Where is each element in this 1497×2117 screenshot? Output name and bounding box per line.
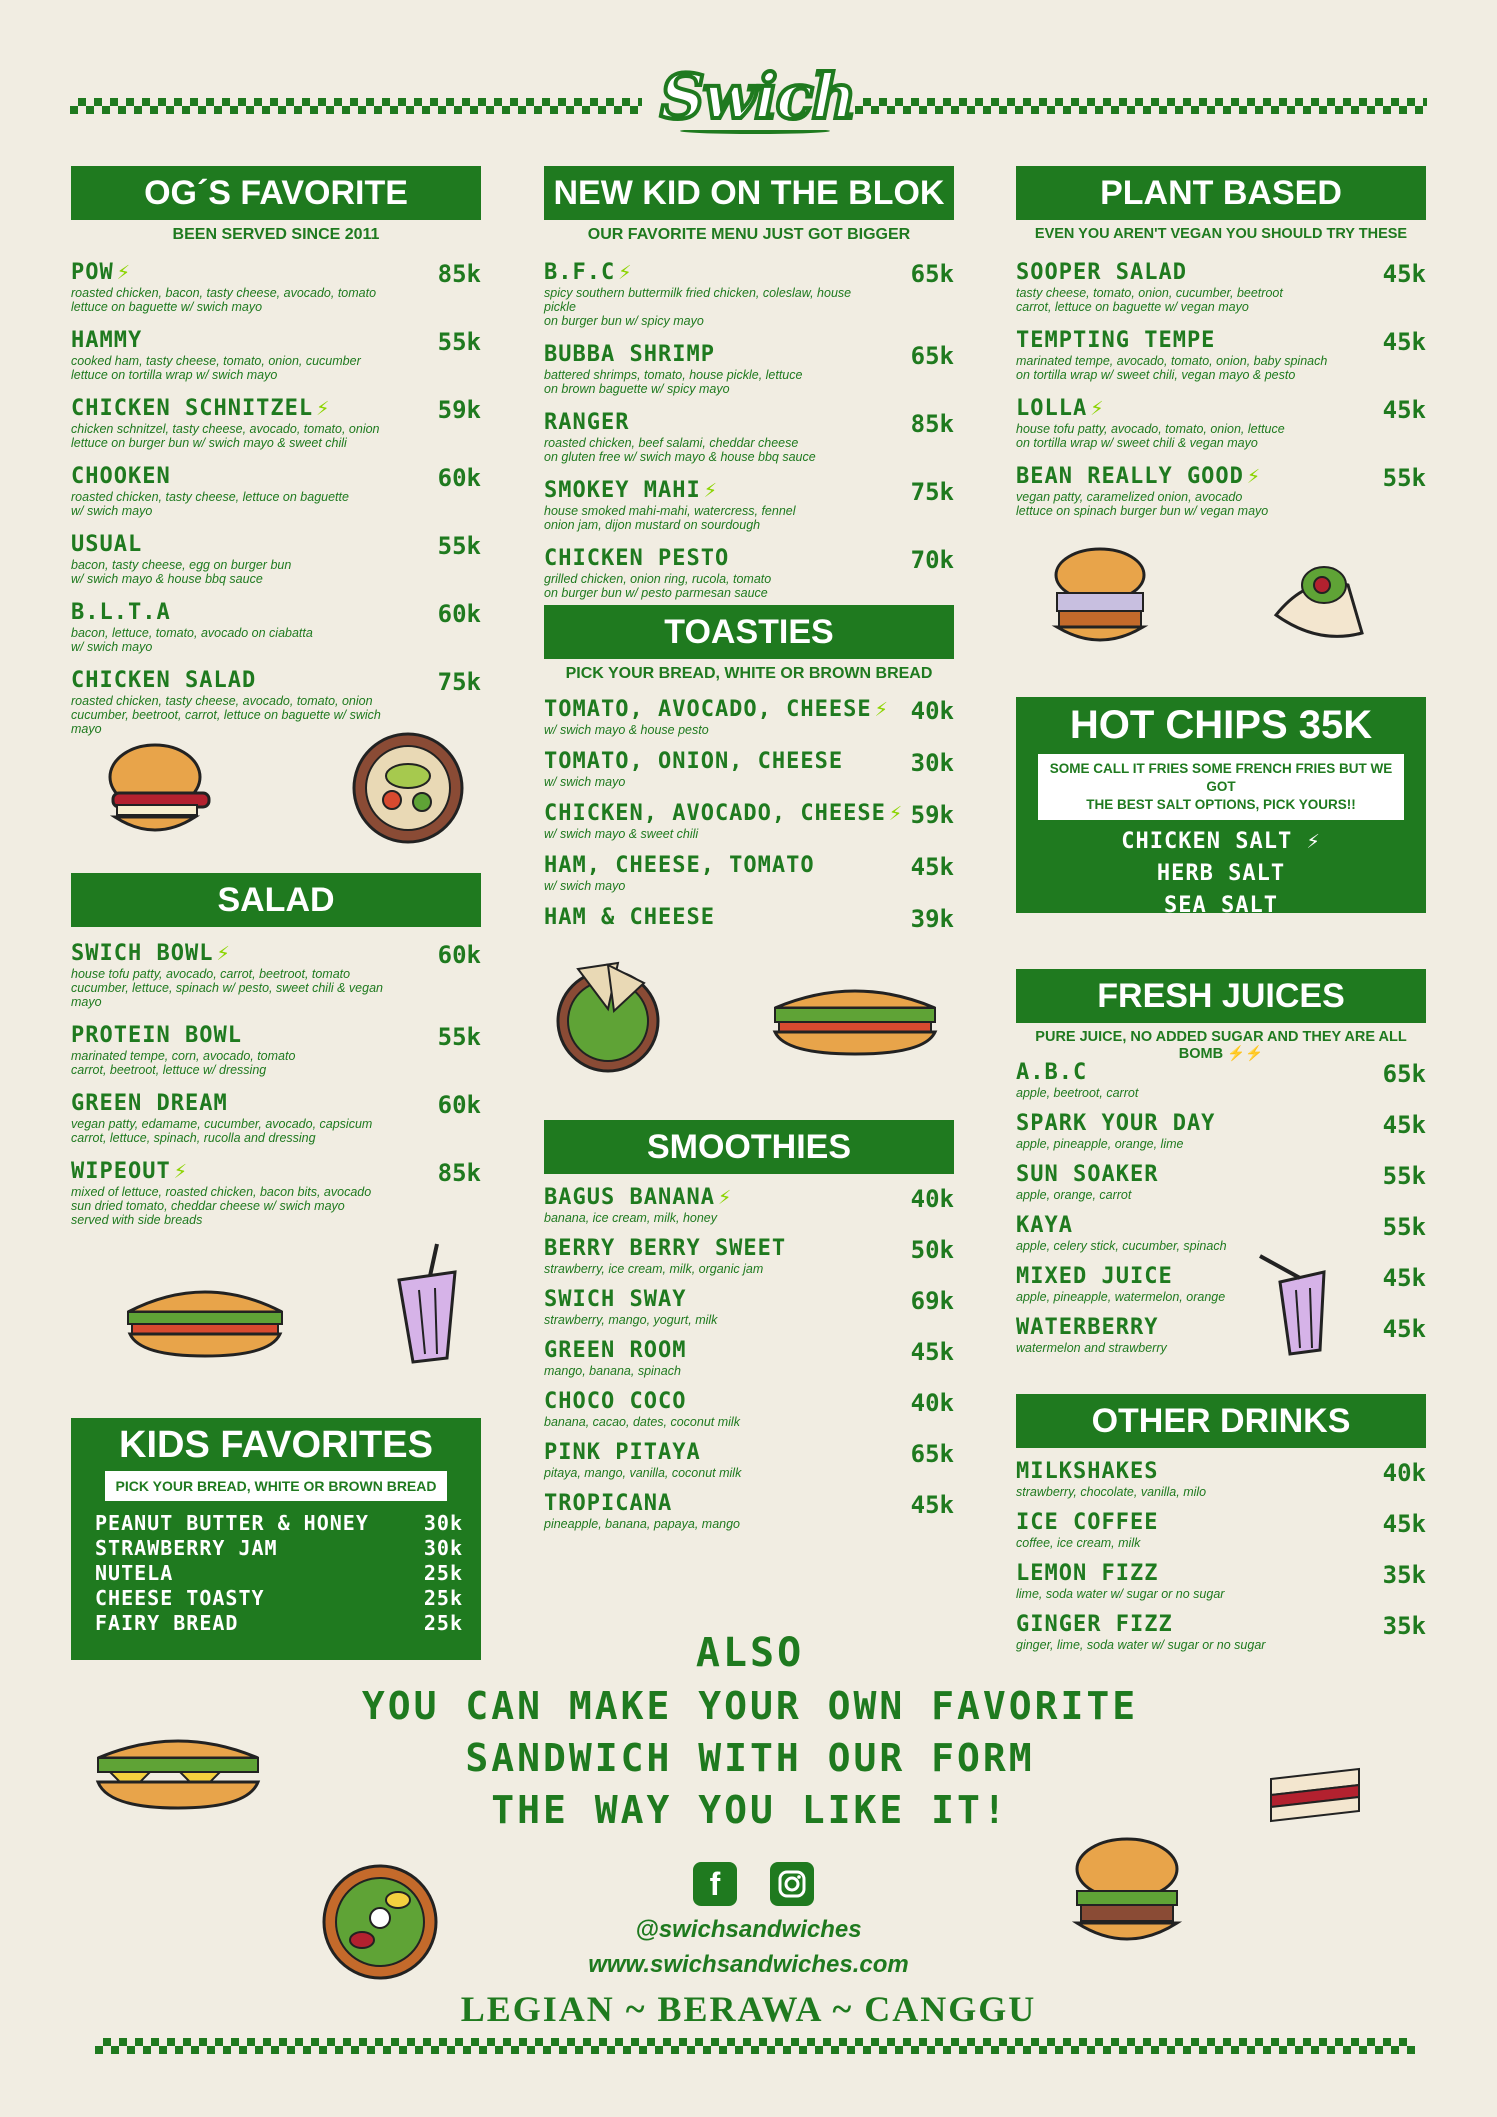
menu-item xyxy=(1016,1459,1426,1499)
item-price: 65k xyxy=(910,342,954,370)
menu-item xyxy=(71,600,481,654)
item-name-text: LEMON FIZZ xyxy=(1016,1561,1159,1586)
lightning-bolt-icon: ⚡ xyxy=(316,396,331,421)
wrap-illustration xyxy=(1268,555,1383,645)
item-description: apple, pineapple, watermelon, orange xyxy=(1016,1290,1226,1304)
menu-list xyxy=(71,941,481,1227)
item-name xyxy=(544,697,954,723)
menu-list xyxy=(544,1185,954,1531)
menu-item xyxy=(544,749,954,789)
menu-item xyxy=(544,1185,954,1225)
menu-item xyxy=(1016,1162,1426,1202)
item-name xyxy=(544,853,954,879)
item-name-text: BAGUS BANANA xyxy=(544,1185,715,1210)
checker-border-top-right xyxy=(855,98,1427,114)
item-name xyxy=(71,532,481,558)
menu-item xyxy=(1016,1111,1426,1151)
section-subtitle: OUR FAVORITE MENU JUST GOT BIGGER xyxy=(587,226,911,243)
item-price: 30k xyxy=(423,1536,463,1560)
item-name xyxy=(544,1338,954,1364)
item-description: roasted chicken, tasty cheese, avocado, tomato, onion cucumber, beetroot, carrot, lettuce on baguette w/ swich mayo xyxy=(71,694,381,736)
item-price: 50k xyxy=(910,1236,954,1264)
item-name xyxy=(71,328,481,354)
section-plant-based xyxy=(1016,166,1426,518)
item-price: 55k xyxy=(1382,1162,1426,1190)
menu-item xyxy=(544,1440,954,1480)
item-name xyxy=(544,546,954,572)
item-name-text: CHOCO COCO xyxy=(544,1389,687,1414)
menu-item xyxy=(544,546,954,600)
item-description: house smoked mahi-mahi, watercress, fennel onion jam, dijon mustard on sourdough xyxy=(544,504,796,532)
nachos-bowl-illustration xyxy=(548,955,668,1075)
item-name-text: GREEN DREAM xyxy=(71,1091,228,1116)
menu-item xyxy=(544,1236,954,1276)
item-name xyxy=(544,1440,954,1466)
item-price: 30k xyxy=(910,749,954,777)
item-name xyxy=(1016,260,1426,286)
item-name xyxy=(1016,1060,1426,1086)
menu-list xyxy=(1016,1060,1426,1355)
item-description: w/ swich mayo xyxy=(544,879,626,893)
lightning-bolt-icon: ⚡ xyxy=(888,801,904,826)
instagram-icon[interactable] xyxy=(770,1862,814,1906)
item-price: 69k xyxy=(910,1287,954,1315)
menu-item xyxy=(544,1338,954,1378)
section-other-drinks xyxy=(1016,1394,1426,1652)
item-description: banana, cacao, dates, coconut milk xyxy=(544,1415,740,1429)
item-price: 30k xyxy=(423,1511,463,1535)
item-description: marinated tempe, avocado, tomato, onion, baby spinach on tortilla wrap w/ sweet chili, vegan mayo & pesto xyxy=(1016,354,1328,382)
item-name-text: BERRY BERRY SWEET xyxy=(544,1236,787,1261)
menu-item xyxy=(1016,328,1426,382)
menu-item xyxy=(1016,1264,1426,1304)
item-price: 45k xyxy=(1382,1510,1426,1538)
section-note: PICK YOUR BREAD, WHITE OR BROWN BREAD xyxy=(105,1471,447,1501)
item-name-text: CHICKEN SCHNITZEL xyxy=(71,396,314,421)
item-name-text: BUBBA SHRIMP xyxy=(544,342,715,367)
section-fresh-juices xyxy=(1016,969,1426,1355)
menu-item xyxy=(1016,1060,1426,1100)
lightning-bolt-icon: ⚡ xyxy=(717,1185,733,1210)
section-og-favorite xyxy=(71,166,481,736)
section-title: PLANT BASED xyxy=(1016,166,1426,220)
item-name-text: BEAN REALLY GOOD xyxy=(1016,464,1244,489)
item-name-text: SOOPER SALAD xyxy=(1016,260,1187,285)
lightning-bolt-icon: ⚡ xyxy=(618,260,633,285)
kids-item xyxy=(71,1586,481,1611)
section-title: OG´S FAVORITE xyxy=(71,166,481,220)
item-description: bacon, tasty cheese, egg on burger bun w/ swich mayo & house bbq sauce xyxy=(71,558,292,586)
item-description: chicken schnitzel, tasty cheese, avocado, tomato, onion lettuce on burger bun w/ swich mayo & sweet chili xyxy=(71,422,380,450)
item-name xyxy=(71,464,481,490)
item-price: 60k xyxy=(437,464,481,492)
item-name-text: B.L.T.A xyxy=(71,600,171,625)
item-description: bacon, lettuce, tomato, avocado on ciabatta w/ swich mayo xyxy=(71,626,313,654)
item-name-text: WIPEOUT xyxy=(71,1159,171,1184)
section-title: SMOOTHIES xyxy=(544,1120,954,1174)
item-name-text: MILKSHAKES xyxy=(1016,1459,1159,1484)
menu-item xyxy=(1016,1561,1426,1601)
section-subtitle: PICK YOUR BREAD, WHITE OR BROWN BREAD xyxy=(565,665,933,682)
item-price: 59k xyxy=(437,396,481,424)
item-price: 75k xyxy=(437,668,481,696)
item-name-text: ICE COFFEE xyxy=(1016,1510,1159,1535)
logo-underline xyxy=(680,128,830,134)
item-name-text: PROTEIN BOWL xyxy=(71,1023,242,1048)
item-name-text: CHICKEN SALAD xyxy=(71,668,257,693)
item-price: 35k xyxy=(1382,1612,1426,1640)
menu-item xyxy=(544,260,954,328)
make-your-own-line-2: SANDWICH WITH OUR FORM xyxy=(465,1736,1035,1780)
item-name-text: CHICKEN, AVOCADO, CHEESE xyxy=(544,801,886,826)
item-price: 60k xyxy=(437,1091,481,1119)
section-title: FRESH JUICES xyxy=(1016,969,1426,1023)
make-your-own-line-1: YOU CAN MAKE YOUR OWN FAVORITE xyxy=(361,1684,1139,1728)
item-price: 45k xyxy=(1382,1111,1426,1139)
menu-list xyxy=(1016,1459,1426,1652)
item-name: NUTELA xyxy=(95,1561,174,1585)
juice-cup-illustration xyxy=(1250,1250,1345,1360)
item-name xyxy=(1016,1510,1426,1536)
menu-item xyxy=(71,1023,481,1077)
kids-item xyxy=(71,1511,481,1536)
toasted-sandwich-illustration xyxy=(90,1720,265,1815)
item-price: 55k xyxy=(437,532,481,560)
item-name xyxy=(1016,1162,1426,1188)
menu-item xyxy=(544,1389,954,1429)
item-name xyxy=(544,260,954,286)
item-name xyxy=(1016,1111,1426,1137)
item-price: 60k xyxy=(437,941,481,969)
item-description: banana, ice cream, milk, honey xyxy=(544,1211,718,1225)
item-name xyxy=(544,1389,954,1415)
section-title: HOT CHIPS 35K xyxy=(1069,703,1373,747)
salt-option: CHICKEN SALT ⚡ xyxy=(1121,829,1321,854)
item-name xyxy=(1016,464,1426,490)
item-name: FAIRY BREAD xyxy=(95,1611,239,1635)
chips-options xyxy=(1016,826,1426,922)
item-name-text: USUAL xyxy=(71,532,143,557)
item-name-text: PINK PITAYA xyxy=(544,1440,701,1465)
menu-list xyxy=(544,260,954,600)
section-title: SALAD xyxy=(71,873,481,927)
baguette-sandwich-illustration xyxy=(765,970,945,1060)
item-description: lime, soda water w/ sugar or no sugar xyxy=(1016,1587,1225,1601)
locations: LEGIAN ~ BERAWA ~ CANGGU xyxy=(460,1989,1037,2029)
item-description: strawberry, ice cream, milk, organic jam xyxy=(544,1262,764,1276)
item-price: 40k xyxy=(910,697,954,725)
menu-item xyxy=(71,532,481,586)
item-price: 45k xyxy=(1382,1264,1426,1292)
item-name xyxy=(544,410,954,436)
item-name xyxy=(71,600,481,626)
section-title: OTHER DRINKS xyxy=(1016,1394,1426,1448)
item-description: vegan patty, edamame, cucumber, avocado, capsicum carrot, lettuce, spinach, rucolla and dressing xyxy=(71,1117,373,1145)
menu-item xyxy=(1016,1213,1426,1253)
item-name-text: A.B.C xyxy=(1016,1060,1088,1085)
item-price: 70k xyxy=(910,546,954,574)
item-name-text: CHICKEN PESTO xyxy=(544,546,730,571)
item-name xyxy=(544,1287,954,1313)
item-name xyxy=(71,1023,481,1049)
social-handle[interactable]: @swichsandwiches xyxy=(635,1916,862,1943)
item-name-text: HAM & CHEESE xyxy=(544,905,715,930)
item-name-text: SWICH BOWL xyxy=(71,941,214,966)
item-price: 85k xyxy=(910,410,954,438)
item-description: strawberry, chocolate, vanilla, milo xyxy=(1016,1485,1207,1499)
item-description: apple, beetroot, carrot xyxy=(1016,1086,1139,1100)
item-name xyxy=(1016,328,1426,354)
item-price: 65k xyxy=(910,260,954,288)
menu-list xyxy=(1016,260,1426,518)
menu-item xyxy=(71,941,481,1009)
item-price: 45k xyxy=(1382,396,1426,424)
item-name-text: SWICH SWAY xyxy=(544,1287,687,1312)
item-price: 35k xyxy=(1382,1561,1426,1589)
item-description: house tofu patty, avocado, tomato, onion, lettuce on tortilla wrap w/ sweet chili & vegan mayo xyxy=(1016,422,1285,450)
item-price: 55k xyxy=(437,328,481,356)
item-price: 55k xyxy=(437,1023,481,1051)
item-name-text: CHOOKEN xyxy=(71,464,171,489)
section-toasties xyxy=(544,605,954,943)
item-description: tasty cheese, tomato, onion, cucumber, beetroot carrot, lettuce on baguette w/ vegan mayo xyxy=(1016,286,1283,314)
item-name xyxy=(1016,1264,1426,1290)
item-description: vegan patty, caramelized onion, avocado lettuce on spinach burger bun w/ vegan mayo xyxy=(1016,490,1269,518)
item-name xyxy=(1016,1315,1426,1341)
menu-list xyxy=(71,260,481,736)
item-name-text: SPARK YOUR DAY xyxy=(1016,1111,1216,1136)
item-name: CHEESE TOASTY xyxy=(95,1586,265,1610)
lightning-bolt-icon: ⚡ xyxy=(874,697,889,722)
item-description: mixed of lettuce, roasted chicken, bacon bits, avocado sun dried tomato, cheddar cheese w/ swich mayo served with side breads xyxy=(71,1185,372,1227)
item-price: 40k xyxy=(1382,1459,1426,1487)
menu-item xyxy=(544,410,954,464)
item-name-text: GREEN ROOM xyxy=(544,1338,687,1363)
also-heading: ALSO xyxy=(695,1630,805,1676)
item-name-text: SMOKEY MAHI xyxy=(544,478,701,503)
item-name xyxy=(1016,1213,1426,1239)
swich-logo: Swich xyxy=(660,60,855,133)
sub-sandwich-illustration xyxy=(120,1272,290,1362)
item-price: 85k xyxy=(437,260,481,288)
menu-item xyxy=(544,342,954,396)
item-name xyxy=(71,1091,481,1117)
item-name xyxy=(1016,1459,1426,1485)
item-price: 45k xyxy=(1382,1315,1426,1343)
kids-list xyxy=(71,1511,481,1636)
item-price: 55k xyxy=(1382,1213,1426,1241)
item-description: coffee, ice cream, milk xyxy=(1016,1536,1141,1550)
burger-illustration xyxy=(95,735,215,855)
item-name-text: KAYA xyxy=(1016,1213,1073,1238)
item-price: 40k xyxy=(910,1389,954,1417)
item-price: 25k xyxy=(423,1611,463,1635)
section-new-kid xyxy=(544,166,954,600)
item-name xyxy=(544,1236,954,1262)
item-name-text: WATERBERRY xyxy=(1016,1315,1159,1340)
section-title: KIDS FAVORITES xyxy=(119,1424,433,1466)
menu-item xyxy=(1016,464,1426,518)
item-description: roasted chicken, tasty cheese, lettuce on baguette w/ swich mayo xyxy=(71,490,349,518)
item-price: 25k xyxy=(423,1586,463,1610)
item-name xyxy=(544,342,954,368)
item-description: house tofu patty, avocado, carrot, beetroot, tomato cucumber, lettuce, spinach w/ pesto, sweet chili & vegan mayo xyxy=(71,967,383,1009)
item-name-text: TOMATO, AVOCADO, CHEESE xyxy=(544,697,872,722)
salt-option: HERB SALT xyxy=(1156,861,1286,886)
section-title: TOASTIES xyxy=(544,605,954,659)
item-description: battered shrimps, tomato, house pickle, lettuce on brown baguette w/ spicy mayo xyxy=(544,368,803,396)
item-name-text: MIXED JUICE xyxy=(1016,1264,1173,1289)
item-name xyxy=(71,260,481,286)
facebook-icon[interactable]: f xyxy=(693,1862,737,1906)
salt-option: SEA SALT xyxy=(1164,893,1278,918)
section-hot-chips xyxy=(1016,697,1426,918)
section-salad xyxy=(71,873,481,1227)
section-subtitle: EVEN YOU AREN'T VEGAN YOU SHOULD TRY THESE xyxy=(1034,226,1408,242)
menu-item xyxy=(544,1491,954,1531)
website-link[interactable]: www.swichsandwiches.com xyxy=(588,1951,909,1978)
make-your-own-line-3: THE WAY YOU LIKE IT! xyxy=(491,1788,1009,1832)
item-description: grilled chicken, onion ring, rucola, tomato on burger bun w/ pesto parmesan sauce xyxy=(544,572,772,600)
item-name-text: RANGER xyxy=(544,410,630,435)
chicken-burger-illustration xyxy=(1045,545,1155,655)
item-description: marinated tempe, corn, avocado, tomato carrot, beetroot, lettuce w/ dressing xyxy=(71,1049,296,1077)
item-name xyxy=(71,396,481,422)
item-name-text: POW xyxy=(71,260,114,285)
item-name xyxy=(544,1185,954,1211)
item-name xyxy=(544,749,954,775)
item-price: 25k xyxy=(423,1561,463,1585)
item-name-text: LOLLA xyxy=(1016,396,1088,421)
item-description: strawberry, mango, yogurt, milk xyxy=(544,1313,718,1327)
item-name xyxy=(71,941,481,967)
item-description: roasted chicken, beef salami, cheddar cheese on gluten free w/ swich mayo & house bbq sauce xyxy=(544,436,816,464)
menu-item xyxy=(71,328,481,382)
kids-item xyxy=(71,1536,481,1561)
item-price: 45k xyxy=(1382,260,1426,288)
menu-item xyxy=(71,260,481,314)
item-description: pineapple, banana, papaya, mango xyxy=(544,1517,740,1531)
item-description: ginger, lime, soda water w/ sugar or no sugar xyxy=(1016,1638,1266,1652)
section-title: NEW KID ON THE BLOK xyxy=(544,166,954,220)
section-note: SOME CALL IT FRIES SOME FRENCH FRIES BUT WE GOT THE BEST SALT OPTIONS, PICK YOURS!! xyxy=(1038,754,1404,820)
item-description: mango, banana, spinach xyxy=(544,1364,681,1378)
item-name-text: HAM, CHEESE, TOMATO xyxy=(544,853,815,878)
item-price: 55k xyxy=(1382,464,1426,492)
menu-item xyxy=(544,1287,954,1327)
item-description: apple, pineapple, orange, lime xyxy=(1016,1137,1184,1151)
item-price: 85k xyxy=(437,1159,481,1187)
item-price: 40k xyxy=(910,1185,954,1213)
menu-item xyxy=(1016,396,1426,450)
menu-item xyxy=(1016,1315,1426,1355)
item-price: 45k xyxy=(910,1491,954,1519)
item-name-text: TEMPTING TEMPE xyxy=(1016,328,1216,353)
lightning-bolt-icon: ⚡ xyxy=(1246,464,1262,489)
item-description: watermelon and strawberry xyxy=(1016,1341,1167,1355)
item-name: PEANUT BUTTER & HONEY xyxy=(95,1511,369,1535)
item-name xyxy=(544,478,954,504)
item-name-text: SUN SOAKER xyxy=(1016,1162,1159,1187)
item-price: 75k xyxy=(910,478,954,506)
item-description: w/ swich mayo & sweet chili xyxy=(544,827,699,841)
item-name xyxy=(544,905,954,931)
menu-item xyxy=(71,464,481,518)
item-name-text: GINGER FIZZ xyxy=(1016,1612,1173,1637)
menu-item xyxy=(71,1159,481,1227)
menu-item xyxy=(71,396,481,450)
lightning-bolt-icon: ⚡ xyxy=(1090,396,1105,421)
menu-item xyxy=(544,478,954,532)
menu-item xyxy=(544,801,954,841)
item-name xyxy=(544,1491,954,1517)
item-price: 39k xyxy=(910,905,954,933)
menu-item xyxy=(1016,260,1426,314)
item-name xyxy=(1016,396,1426,422)
lightning-bolt-icon: ⚡ xyxy=(703,478,718,503)
item-price: 45k xyxy=(910,853,954,881)
item-name xyxy=(1016,1561,1426,1587)
item-description: apple, orange, carrot xyxy=(1016,1188,1132,1202)
item-description: w/ swich mayo xyxy=(544,775,626,789)
checker-border-bottom xyxy=(95,2038,1415,2054)
item-description: cooked ham, tasty cheese, tomato, onion, cucumber lettuce on tortilla wrap w/ swich mayo xyxy=(71,354,361,382)
item-price: 60k xyxy=(437,600,481,628)
item-price: 45k xyxy=(1382,328,1426,356)
item-price: 65k xyxy=(1382,1060,1426,1088)
item-price: 65k xyxy=(910,1440,954,1468)
menu-item xyxy=(71,668,481,736)
lightning-bolt-icon: ⚡ xyxy=(173,1159,188,1184)
club-sandwich-illustration xyxy=(1265,1755,1365,1825)
item-description: w/ swich mayo & house pesto xyxy=(544,723,709,737)
section-subtitle: BEEN SERVED SINCE 2011 xyxy=(172,226,380,243)
section-subtitle: PURE JUICE, NO ADDED SUGAR AND THEY ARE ALL BOMB ⚡⚡ xyxy=(1035,1029,1407,1062)
milkshake-illustration xyxy=(385,1240,475,1370)
section-kids-favorites xyxy=(71,1418,481,1660)
kids-item xyxy=(71,1561,481,1586)
menu-item xyxy=(544,697,954,737)
menu-item xyxy=(71,1091,481,1145)
item-description: pitaya, mango, vanilla, coconut milk xyxy=(544,1466,742,1480)
checker-border-top-left xyxy=(70,98,642,114)
item-name xyxy=(544,801,954,827)
item-name-text: HAMMY xyxy=(71,328,143,353)
item-description: roasted chicken, bacon, tasty cheese, avocado, tomato lettuce on baguette w/ swich mayo xyxy=(71,286,377,314)
lightning-bolt-icon: ⚡ xyxy=(116,260,131,285)
item-description: apple, celery stick, cucumber, spinach xyxy=(1016,1239,1227,1253)
item-description: spicy southern buttermilk fried chicken, coleslaw, house pickle on burger bun w/ spicy mayo xyxy=(544,286,852,328)
item-name xyxy=(71,668,481,694)
salad-bowl-illustration xyxy=(348,728,468,848)
item-name: STRAWBERRY JAM xyxy=(95,1536,278,1560)
item-price: 45k xyxy=(910,1338,954,1366)
menu-item xyxy=(544,905,954,943)
menu-item xyxy=(544,853,954,893)
lightning-bolt-icon: ⚡ xyxy=(216,941,231,966)
menu-list xyxy=(544,697,954,943)
section-smoothies xyxy=(544,1120,954,1531)
menu-item xyxy=(1016,1510,1426,1550)
item-name xyxy=(71,1159,481,1185)
item-name-text: TOMATO, ONION, CHEESE xyxy=(544,749,844,774)
item-name-text: TROPICANA xyxy=(544,1491,673,1516)
item-name-text: B.F.C xyxy=(544,260,616,285)
item-price: 59k xyxy=(910,801,954,829)
